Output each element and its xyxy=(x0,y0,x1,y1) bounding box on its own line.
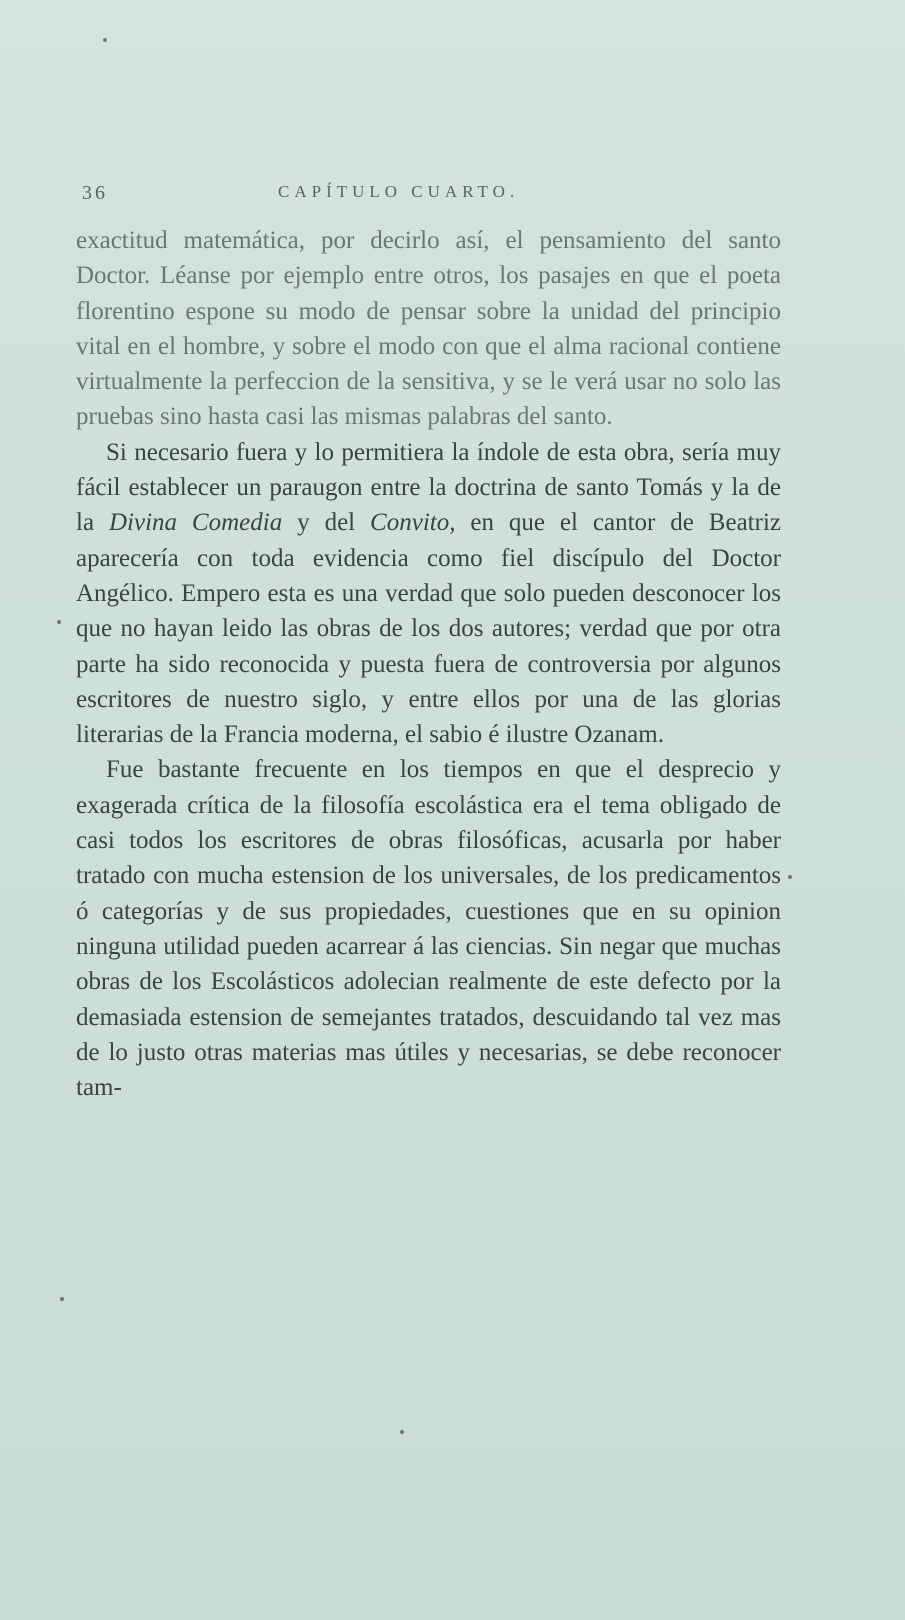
ink-speck xyxy=(103,38,107,42)
paragraph-3: Fue bastante frecuente en los tiempos en que el desprecio y exagerada crítica de la filosofía escolástica era el tema obligado de casi todos los escritores de obras filosóficas, acusarla por haber tratado con mucha estension de los universales, de los predicamentos ó categorías y de sus propiedades, cuestiones que en su opinion ninguna utilidad pueden acarrear á las ciencias. Sin negar que muchas obras de los Escolásticos adolecian realmente de este defecto por la demasiada estension de semejantes tratados, descuidando tal vez mas de lo justo otras materias mas útiles y necesarias, se debe reconocer tam- xyxy=(76,756,781,1102)
ink-speck xyxy=(788,875,792,879)
ink-speck xyxy=(57,620,61,624)
page-number: 36 xyxy=(82,182,108,204)
title-convito: Convito, xyxy=(370,509,456,537)
paragraph-2-text-c: en que el cantor de Beatriz aparecería con toda evidencia como fiel discípulo del Doctor Angélico. Empero esta es una verdad que solo pueden desconocer los que no hayan leido las obras de los dos autores; verdad que por otra parte ha sido reconocida y puesta fuera de controversia por algunos escritores de nuestro siglo, y entre ellos por una de las glorias literarias de la Francia moderna, el sabio é ilustre Ozanam. xyxy=(76,509,781,749)
page-header xyxy=(78,182,778,212)
title-divina-comedia: Divina Comedia xyxy=(108,509,283,537)
ink-speck xyxy=(60,1297,64,1301)
paragraph-1: exactitud matemática, por decirlo así, el pensamiento del santo Doctor. Léanse por ejemplo entre otros, los pasajes en que el poeta florentino espone su modo de pensar sobre la unidad del principio vital en el hombre, y sobre el modo con que el alma racional contiene virtualmente la perfeccion de la sensitiva, y se le verá usar no solo las pruebas sino hasta casi las mismas palabras del santo. xyxy=(76,227,781,431)
paragraph-2 xyxy=(76,435,781,753)
ink-speck xyxy=(400,1430,404,1434)
paragraph-2-text-b: y del xyxy=(282,509,371,537)
running-title: CAPÍTULO CUARTO. xyxy=(278,182,520,201)
paragraph-2-text-a: Si necesario fuera y lo permitiera la índole de esta obra, sería muy fácil establecer un paraugon entre la doctrina de santo Tomás y la de la xyxy=(76,438,781,537)
body-text xyxy=(76,223,781,1105)
